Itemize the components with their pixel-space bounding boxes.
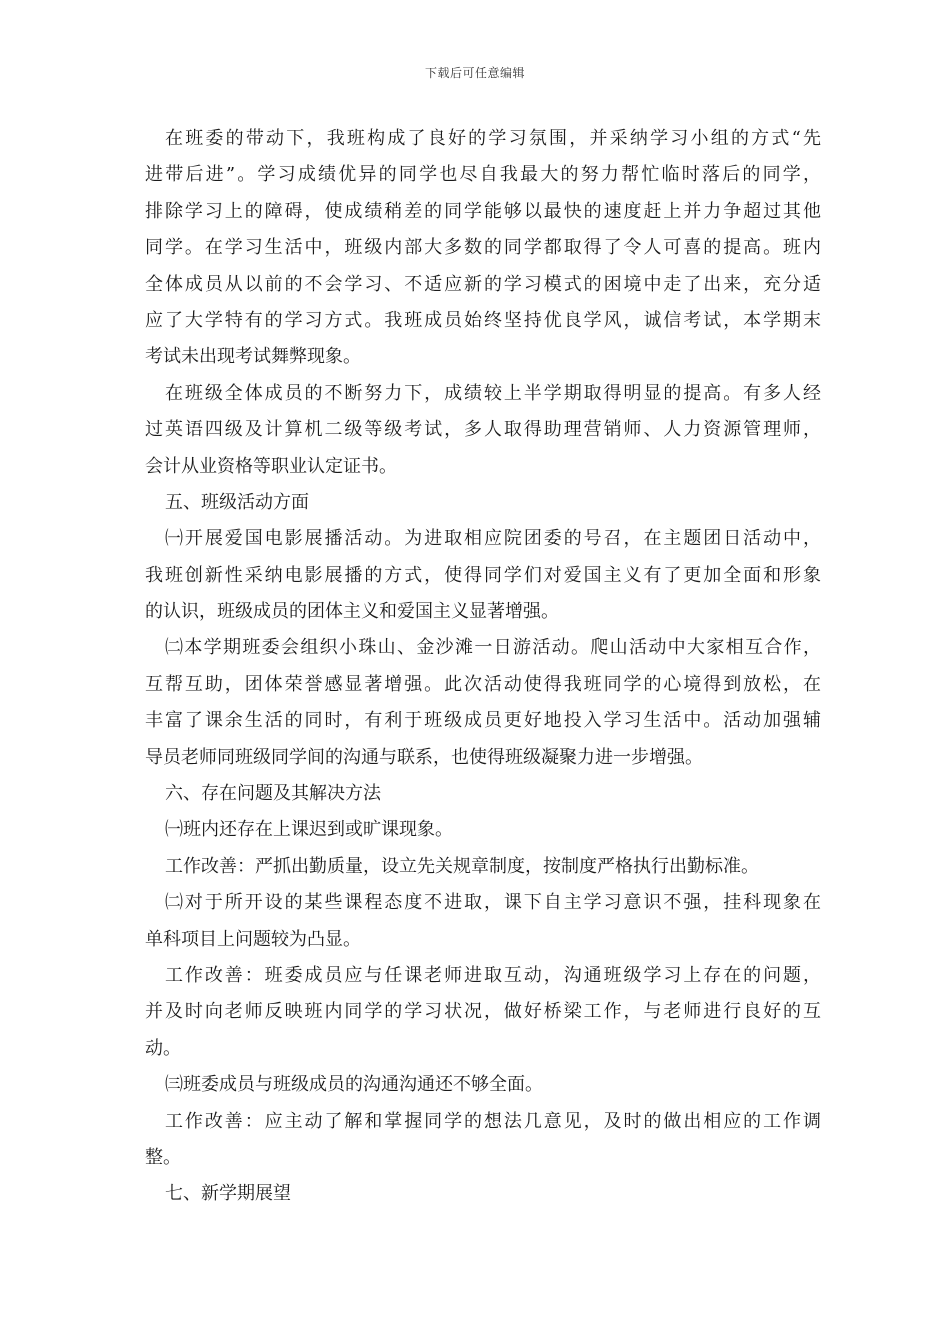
paragraph-line: ㈠开展爱国电影展播活动。为进取相应院团委的号召，在主题团日活动中，: [165, 528, 821, 550]
paragraph-line: 单科项目上问题较为凸显。: [145, 928, 361, 950]
document-body: [145, 121, 821, 1213]
paragraph-line: 考试未出现考试舞弊现象。: [145, 346, 361, 368]
paragraph-line: 整。: [145, 1146, 181, 1168]
paragraph-line: 在班级全体成员的不断努力下，成绩较上半学期取得明显的提高。有多人经: [165, 382, 821, 404]
paragraph-line: 导员老师同班级同学间的沟通与联系，也使得班级凝聚力进一步增强。: [145, 746, 703, 768]
paragraph-line: 并及时向老师反映班内同学的学习状况，做好桥梁工作，与老师进行良好的互: [145, 1001, 821, 1023]
section-heading: 七、新学期展望: [165, 1183, 291, 1205]
section-heading: 六、存在问题及其解决方法: [165, 783, 381, 805]
paragraph-line: ㈢班委成员与班级成员的沟通沟通还不够全面。: [165, 1074, 543, 1096]
paragraph-line: 过英语四级及计算机二级等级考试，多人取得助理营销师、人力资源管理师，: [145, 419, 821, 441]
section-heading: 五、班级活动方面: [165, 491, 309, 513]
paragraph-line: ㈡对于所开设的某些课程态度不进取，课下自主学习意识不强，挂科现象在: [165, 892, 821, 914]
paragraph-line: 排除学习上的障碍，使成绩稍差的同学能够以最快的速度赶上并力争超过其他: [145, 200, 821, 222]
paragraph-line: 同学。在学习生活中，班级内部大多数的同学都取得了令人可喜的提高。班内: [145, 237, 821, 259]
paragraph-line: 进带后进”。学习成绩优异的同学也尽自我最大的努力帮忙临时落后的同学，: [145, 164, 821, 186]
paragraph-line: 应了大学特有的学习方式。我班成员始终坚持优良学风，诚信考试，本学期末: [145, 309, 821, 331]
paragraph-line: 动。: [145, 1037, 181, 1059]
paragraph-line: ㈠班内还存在上课迟到或旷课现象。: [165, 819, 453, 841]
paragraph-line: 工作改善：班委成员应与任课老师进取互动，沟通班级学习上存在的问题，: [165, 964, 821, 986]
paragraph-line: ㈡本学期班委会组织小珠山、金沙滩一日游活动。爬山活动中大家相互合作，: [165, 637, 821, 659]
paragraph-line: 工作改善：应主动了解和掌握同学的想法几意见，及时的做出相应的工作调: [165, 1110, 821, 1132]
paragraph-line: 工作改善：严抓出勤质量，设立先关规章制度，按制度严格执行出勤标准。: [165, 855, 759, 877]
paragraph-line: 我班创新性采纳电影展播的方式，使得同学们对爱国主义有了更加全面和形象: [145, 564, 821, 586]
paragraph-line: 在班委的带动下，我班构成了良好的学习氛围，并采纳学习小组的方式“先: [165, 128, 821, 149]
paragraph-line: 会计从业资格等职业认定证书。: [145, 455, 397, 477]
paragraph-line: 互帮互助，团体荣誉感显著增强。此次活动使得我班同学的心境得到放松，在: [145, 673, 821, 695]
paragraph-line: 全体成员从以前的不会学习、不适应新的学习模式的困境中走了出来，充分适: [145, 273, 821, 295]
paragraph-line: 的认识，班级成员的团体主义和爱国主义显著增强。: [145, 601, 559, 623]
page-header: 下载后可任意编辑: [424, 66, 525, 80]
paragraph-line: 丰富了课余生活的同时，有利于班级成员更好地投入学习生活中。活动加强辅: [145, 710, 821, 732]
